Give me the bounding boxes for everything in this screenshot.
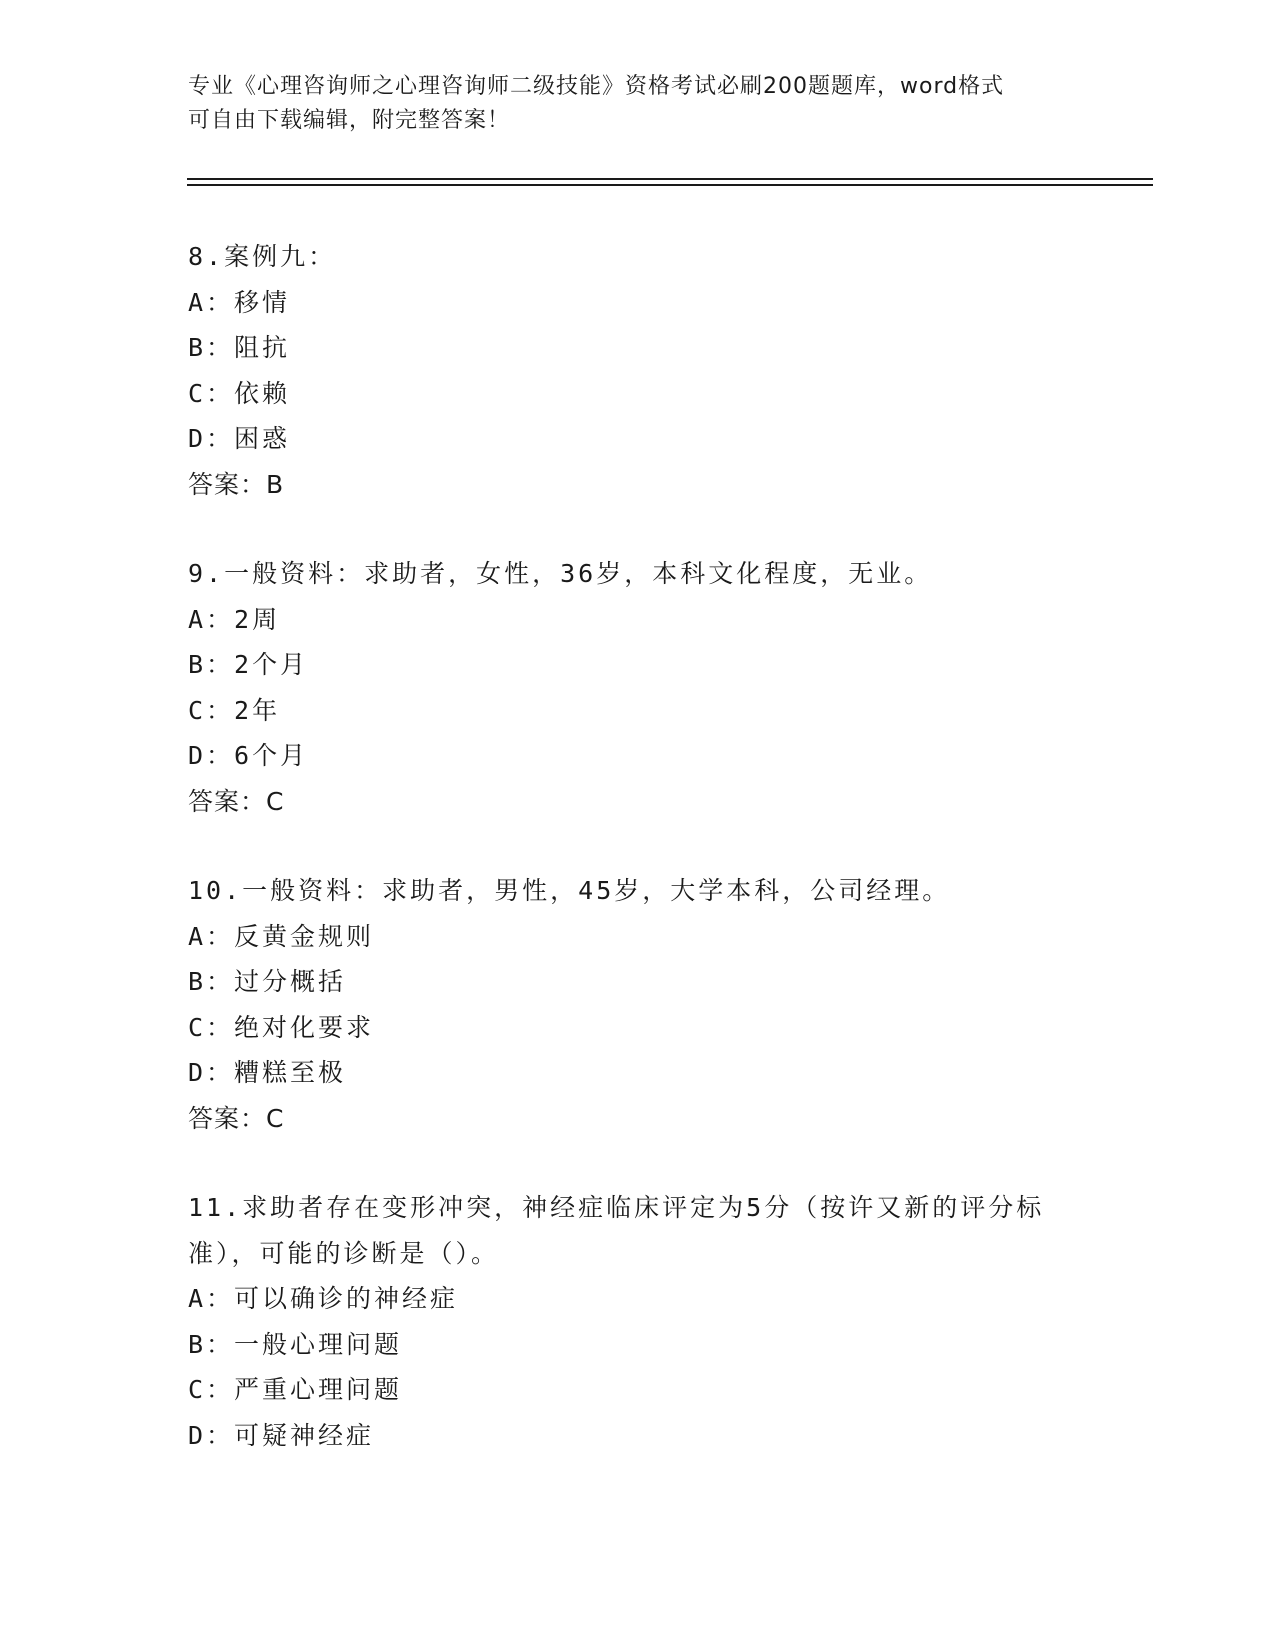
option-b: B：过分概括 xyxy=(188,967,347,996)
option-a: A：2周 xyxy=(188,604,281,634)
option-b: B：一般心理问题 xyxy=(188,1329,403,1359)
header-divider-top xyxy=(187,178,1153,180)
option-c: C：严重心理问题 xyxy=(188,1375,403,1404)
option-b: B：2个月 xyxy=(188,650,309,679)
header-line-2: 可自由下载编辑，附完整答案！ xyxy=(188,108,511,133)
option-d: D：可疑神经症 xyxy=(188,1420,375,1450)
option-c: C：依赖 xyxy=(188,378,291,408)
option-d: D：困惑 xyxy=(188,424,291,453)
question-title: 11.求助者存在变形冲突，神经症临床评定为5分（按许又新的评分标准），可能的诊断是（）。 xyxy=(188,1193,1045,1268)
option-a: A：移情 xyxy=(188,287,291,317)
option-c: C：2年 xyxy=(188,695,281,725)
option-b: B：阻抗 xyxy=(188,333,291,362)
header-divider-bottom xyxy=(187,184,1153,186)
question-list xyxy=(188,234,1088,1502)
header-line-1: 专业《心理咨询师之心理咨询师二级技能》资格考试必刷200题题库，word格式 xyxy=(188,74,1005,99)
option-c: C：绝对化要求 xyxy=(188,1012,375,1042)
question-10 xyxy=(188,868,1088,1141)
question-8 xyxy=(188,234,1088,507)
option-d: D：糟糕至极 xyxy=(188,1058,347,1087)
answer-line: 答案：C xyxy=(188,1103,285,1133)
document-header xyxy=(188,70,1088,138)
question-title: 9.一般资料：求助者，女性，36岁，本科文化程度，无业。 xyxy=(188,559,933,588)
answer-line: 答案：B xyxy=(188,469,285,499)
option-a: A：可以确诊的神经症 xyxy=(188,1284,459,1313)
question-title: 10.一般资料：求助者，男性，45岁，大学本科，公司经理。 xyxy=(188,876,951,905)
question-9 xyxy=(188,551,1088,824)
answer-line: 答案：C xyxy=(188,786,285,816)
option-d: D：6个月 xyxy=(188,741,309,770)
question-11 xyxy=(188,1185,1088,1458)
option-a: A：反黄金规则 xyxy=(188,921,375,951)
question-title: 8.案例九： xyxy=(188,242,337,271)
